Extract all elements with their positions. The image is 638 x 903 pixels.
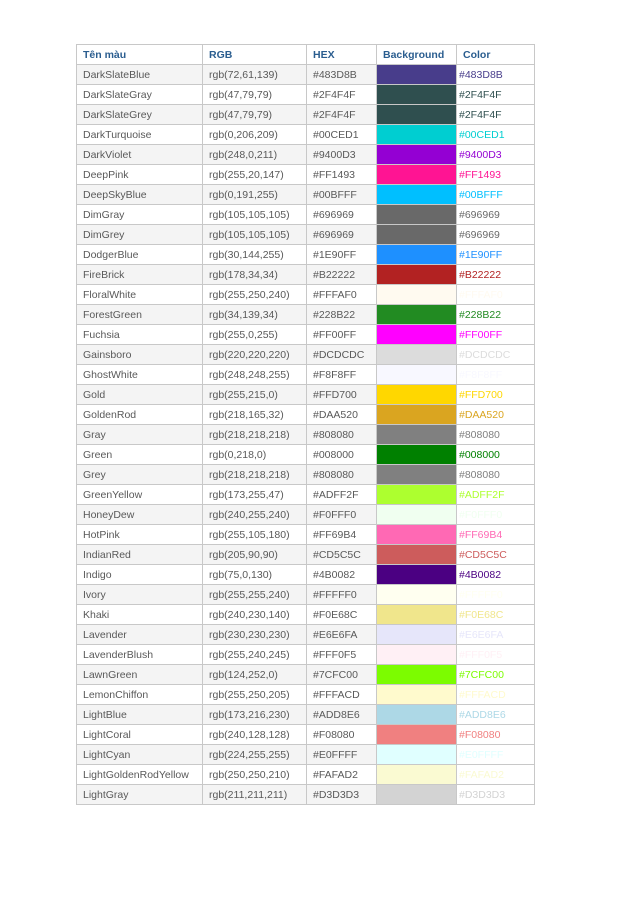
background-swatch [377, 325, 457, 345]
background-swatch [377, 385, 457, 405]
background-swatch [377, 725, 457, 745]
table-row [77, 385, 535, 405]
background-swatch [377, 465, 457, 485]
header-name: Tên màu [77, 45, 203, 65]
hex-cell: #00BFFF [307, 185, 377, 205]
table-row [77, 525, 535, 545]
rgb-cell: rgb(230,230,230) [203, 625, 307, 645]
hex-cell: #FFD700 [307, 385, 377, 405]
background-swatch [377, 665, 457, 685]
color-text-cell: #FF00FF [457, 325, 535, 345]
hex-cell: #483D8B [307, 65, 377, 85]
table-row [77, 485, 535, 505]
rgb-cell: rgb(224,255,255) [203, 745, 307, 765]
rgb-cell: rgb(248,248,255) [203, 365, 307, 385]
color-name-cell: Fuchsia [77, 325, 203, 345]
table-row [77, 65, 535, 85]
rgb-cell: rgb(72,61,139) [203, 65, 307, 85]
rgb-cell: rgb(240,230,140) [203, 605, 307, 625]
rgb-cell: rgb(30,144,255) [203, 245, 307, 265]
background-swatch [377, 165, 457, 185]
color-text-cell: #483D8B [457, 65, 535, 85]
rgb-cell: rgb(240,255,240) [203, 505, 307, 525]
table-row [77, 645, 535, 665]
hex-cell: #CD5C5C [307, 545, 377, 565]
background-swatch [377, 405, 457, 425]
color-text-cell: #00BFFF [457, 185, 535, 205]
color-text-cell: #FFFAF0 [457, 285, 535, 305]
background-swatch [377, 765, 457, 785]
rgb-cell: rgb(255,20,147) [203, 165, 307, 185]
color-text-cell: #D3D3D3 [457, 785, 535, 805]
header-color: Color [457, 45, 535, 65]
background-swatch [377, 145, 457, 165]
color-text-cell: #ADFF2F [457, 485, 535, 505]
color-text-cell: #F0FFF0 [457, 505, 535, 525]
color-text-cell: #696969 [457, 225, 535, 245]
rgb-cell: rgb(255,250,205) [203, 685, 307, 705]
table-row [77, 85, 535, 105]
hex-cell: #FF00FF [307, 325, 377, 345]
table-row [77, 545, 535, 565]
background-swatch [377, 485, 457, 505]
background-swatch [377, 445, 457, 465]
header-hex: HEX [307, 45, 377, 65]
color-name-cell: Indigo [77, 565, 203, 585]
table-row [77, 765, 535, 785]
color-name-cell: DimGrey [77, 225, 203, 245]
color-text-cell: #FF69B4 [457, 525, 535, 545]
rgb-cell: rgb(47,79,79) [203, 85, 307, 105]
hex-cell: #F08080 [307, 725, 377, 745]
color-name-cell: GoldenRod [77, 405, 203, 425]
table-row [77, 185, 535, 205]
table-row [77, 145, 535, 165]
hex-cell: #FF1493 [307, 165, 377, 185]
rgb-cell: rgb(0,218,0) [203, 445, 307, 465]
hex-cell: #2F4F4F [307, 85, 377, 105]
color-name-cell: Khaki [77, 605, 203, 625]
hex-cell: #008000 [307, 445, 377, 465]
color-table [76, 44, 535, 805]
background-swatch [377, 685, 457, 705]
table-row [77, 345, 535, 365]
color-name-cell: GhostWhite [77, 365, 203, 385]
color-name-cell: DarkSlateGrey [77, 105, 203, 125]
background-swatch [377, 65, 457, 85]
hex-cell: #F0E68C [307, 605, 377, 625]
rgb-cell: rgb(173,216,230) [203, 705, 307, 725]
hex-cell: #9400D3 [307, 145, 377, 165]
color-name-cell: ForestGreen [77, 305, 203, 325]
table-row [77, 785, 535, 805]
color-text-cell: #DCDCDC [457, 345, 535, 365]
table-row [77, 465, 535, 485]
color-name-cell: Green [77, 445, 203, 465]
color-name-cell: FireBrick [77, 265, 203, 285]
hex-cell: #228B22 [307, 305, 377, 325]
header-background: Background [377, 45, 457, 65]
color-text-cell: #2F4F4F [457, 105, 535, 125]
hex-cell: #ADFF2F [307, 485, 377, 505]
background-swatch [377, 585, 457, 605]
hex-cell: #DCDCDC [307, 345, 377, 365]
color-text-cell: #E6E6FA [457, 625, 535, 645]
rgb-cell: rgb(255,240,245) [203, 645, 307, 665]
rgb-cell: rgb(250,250,210) [203, 765, 307, 785]
hex-cell: #696969 [307, 205, 377, 225]
table-row [77, 625, 535, 645]
header-rgb: RGB [203, 45, 307, 65]
background-swatch [377, 205, 457, 225]
rgb-cell: rgb(105,105,105) [203, 225, 307, 245]
rgb-cell: rgb(255,105,180) [203, 525, 307, 545]
rgb-cell: rgb(0,206,209) [203, 125, 307, 145]
table-row [77, 405, 535, 425]
table-row [77, 205, 535, 225]
rgb-cell: rgb(211,211,211) [203, 785, 307, 805]
color-name-cell: LawnGreen [77, 665, 203, 685]
background-swatch [377, 625, 457, 645]
color-name-cell: DodgerBlue [77, 245, 203, 265]
table-row [77, 365, 535, 385]
color-text-cell: #696969 [457, 205, 535, 225]
color-name-cell: DarkViolet [77, 145, 203, 165]
background-swatch [377, 365, 457, 385]
color-name-cell: LightGray [77, 785, 203, 805]
background-swatch [377, 345, 457, 365]
color-name-cell: GreenYellow [77, 485, 203, 505]
hex-cell: #4B0082 [307, 565, 377, 585]
rgb-cell: rgb(255,0,255) [203, 325, 307, 345]
color-text-cell: #228B22 [457, 305, 535, 325]
header-row [77, 45, 535, 65]
color-text-cell: #00CED1 [457, 125, 535, 145]
table-row [77, 725, 535, 745]
color-name-cell: FloralWhite [77, 285, 203, 305]
rgb-cell: rgb(205,90,90) [203, 545, 307, 565]
background-swatch [377, 745, 457, 765]
background-swatch [377, 285, 457, 305]
color-text-cell: #2F4F4F [457, 85, 535, 105]
color-name-cell: LightCyan [77, 745, 203, 765]
color-name-cell: LemonChiffon [77, 685, 203, 705]
table-row [77, 445, 535, 465]
color-name-cell: Ivory [77, 585, 203, 605]
color-text-cell: #E0FFFF [457, 745, 535, 765]
table-row [77, 105, 535, 125]
hex-cell: #FFFACD [307, 685, 377, 705]
hex-cell: #E0FFFF [307, 745, 377, 765]
rgb-cell: rgb(124,252,0) [203, 665, 307, 685]
hex-cell: #1E90FF [307, 245, 377, 265]
rgb-cell: rgb(255,250,240) [203, 285, 307, 305]
color-text-cell: #DAA520 [457, 405, 535, 425]
table-row [77, 125, 535, 145]
color-name-cell: LightBlue [77, 705, 203, 725]
background-swatch [377, 225, 457, 245]
background-swatch [377, 525, 457, 545]
hex-cell: #E6E6FA [307, 625, 377, 645]
rgb-cell: rgb(173,255,47) [203, 485, 307, 505]
rgb-cell: rgb(34,139,34) [203, 305, 307, 325]
hex-cell: #F8F8FF [307, 365, 377, 385]
table-row [77, 285, 535, 305]
hex-cell: #D3D3D3 [307, 785, 377, 805]
rgb-cell: rgb(47,79,79) [203, 105, 307, 125]
background-swatch [377, 605, 457, 625]
color-text-cell: #9400D3 [457, 145, 535, 165]
color-name-cell: DarkSlateBlue [77, 65, 203, 85]
color-text-cell: #FFFFF0 [457, 585, 535, 605]
table-row [77, 585, 535, 605]
hex-cell: #DAA520 [307, 405, 377, 425]
color-text-cell: #F08080 [457, 725, 535, 745]
color-text-cell: #1E90FF [457, 245, 535, 265]
color-text-cell: #7CFC00 [457, 665, 535, 685]
background-swatch [377, 505, 457, 525]
color-text-cell: #FF1493 [457, 165, 535, 185]
table-row [77, 505, 535, 525]
color-name-cell: Gainsboro [77, 345, 203, 365]
background-swatch [377, 785, 457, 805]
hex-cell: #FFF0F5 [307, 645, 377, 665]
rgb-cell: rgb(255,215,0) [203, 385, 307, 405]
color-text-cell: #F8F8FF [457, 365, 535, 385]
hex-cell: #FF69B4 [307, 525, 377, 545]
table-row [77, 565, 535, 585]
color-text-cell: #808080 [457, 425, 535, 445]
color-name-cell: Gray [77, 425, 203, 445]
color-name-cell: LightCoral [77, 725, 203, 745]
hex-cell: #808080 [307, 425, 377, 445]
color-name-cell: Grey [77, 465, 203, 485]
color-text-cell: #4B0082 [457, 565, 535, 585]
table-row [77, 165, 535, 185]
hex-cell: #B22222 [307, 265, 377, 285]
color-name-cell: IndianRed [77, 545, 203, 565]
color-text-cell: #CD5C5C [457, 545, 535, 565]
rgb-cell: rgb(218,218,218) [203, 465, 307, 485]
hex-cell: #696969 [307, 225, 377, 245]
hex-cell: #2F4F4F [307, 105, 377, 125]
table-row [77, 685, 535, 705]
rgb-cell: rgb(75,0,130) [203, 565, 307, 585]
color-name-cell: DeepSkyBlue [77, 185, 203, 205]
color-name-cell: DeepPink [77, 165, 203, 185]
hex-cell: #808080 [307, 465, 377, 485]
table-row [77, 665, 535, 685]
table-row [77, 325, 535, 345]
color-text-cell: #B22222 [457, 265, 535, 285]
rgb-cell: rgb(218,165,32) [203, 405, 307, 425]
color-name-cell: Lavender [77, 625, 203, 645]
color-text-cell: #FAFAD2 [457, 765, 535, 785]
background-swatch [377, 705, 457, 725]
color-name-cell: DimGray [77, 205, 203, 225]
background-swatch [377, 645, 457, 665]
table-row [77, 705, 535, 725]
table-row [77, 305, 535, 325]
hex-cell: #FAFAD2 [307, 765, 377, 785]
rgb-cell: rgb(248,0,211) [203, 145, 307, 165]
background-swatch [377, 305, 457, 325]
rgb-cell: rgb(220,220,220) [203, 345, 307, 365]
background-swatch [377, 185, 457, 205]
table-row [77, 605, 535, 625]
rgb-cell: rgb(178,34,34) [203, 265, 307, 285]
table-row [77, 265, 535, 285]
rgb-cell: rgb(0,191,255) [203, 185, 307, 205]
table-row [77, 225, 535, 245]
hex-cell: #ADD8E6 [307, 705, 377, 725]
background-swatch [377, 425, 457, 445]
table-row [77, 245, 535, 265]
hex-cell: #FFFAF0 [307, 285, 377, 305]
rgb-cell: rgb(105,105,105) [203, 205, 307, 225]
hex-cell: #F0FFF0 [307, 505, 377, 525]
color-text-cell: #808080 [457, 465, 535, 485]
rgb-cell: rgb(255,255,240) [203, 585, 307, 605]
background-swatch [377, 105, 457, 125]
background-swatch [377, 265, 457, 285]
color-text-cell: #FFF0F5 [457, 645, 535, 665]
color-name-cell: LavenderBlush [77, 645, 203, 665]
background-swatch [377, 85, 457, 105]
color-text-cell: #F0E68C [457, 605, 535, 625]
color-name-cell: HotPink [77, 525, 203, 545]
hex-cell: #FFFFF0 [307, 585, 377, 605]
color-text-cell: #FFFACD [457, 685, 535, 705]
table-body [77, 65, 535, 805]
color-name-cell: DarkSlateGray [77, 85, 203, 105]
background-swatch [377, 565, 457, 585]
hex-cell: #7CFC00 [307, 665, 377, 685]
color-text-cell: #008000 [457, 445, 535, 465]
color-name-cell: LightGoldenRodYellow [77, 765, 203, 785]
hex-cell: #00CED1 [307, 125, 377, 145]
table-row [77, 425, 535, 445]
rgb-cell: rgb(240,128,128) [203, 725, 307, 745]
background-swatch [377, 545, 457, 565]
color-name-cell: Gold [77, 385, 203, 405]
rgb-cell: rgb(218,218,218) [203, 425, 307, 445]
background-swatch [377, 125, 457, 145]
background-swatch [377, 245, 457, 265]
color-name-cell: HoneyDew [77, 505, 203, 525]
color-text-cell: #FFD700 [457, 385, 535, 405]
color-name-cell: DarkTurquoise [77, 125, 203, 145]
color-text-cell: #ADD8E6 [457, 705, 535, 725]
table-row [77, 745, 535, 765]
